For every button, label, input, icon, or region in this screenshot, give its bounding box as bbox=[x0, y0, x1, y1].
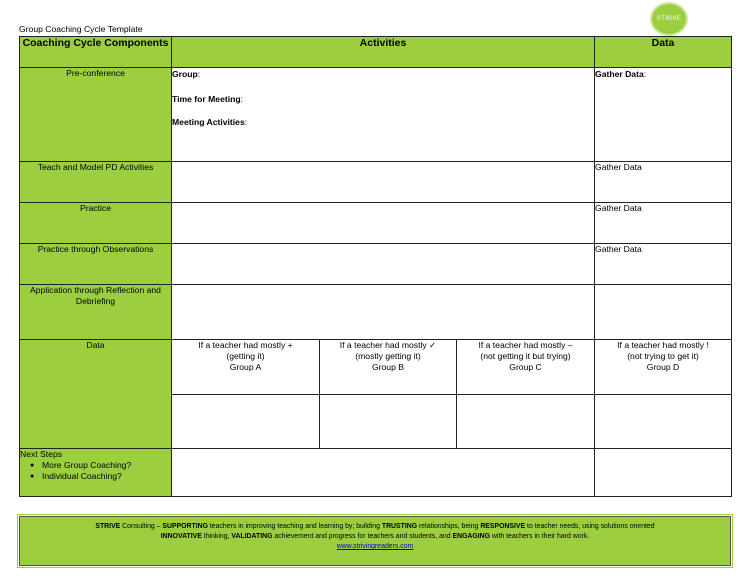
group-a-entry[interactable] bbox=[172, 395, 320, 449]
table-row bbox=[20, 203, 732, 244]
data-row-label: Data bbox=[20, 340, 172, 449]
document-title: Group Coaching Cycle Template bbox=[19, 24, 143, 34]
data-cell[interactable]: Gather Data bbox=[595, 203, 732, 244]
meeting-activities-label: Meeting Activities bbox=[172, 117, 245, 127]
footer-line-1: STRIVE Consulting – SUPPORTING teachers in improving teaching and learning by; building TRUSTING relationships, being RESPONSIVE to teacher needs, using solutions oriented bbox=[95, 523, 655, 530]
list-item: ● More Group Coaching? bbox=[32, 460, 171, 471]
list-item: ● Individual Coaching? bbox=[32, 471, 171, 482]
next-steps-row bbox=[20, 449, 732, 497]
footer-banner bbox=[19, 516, 731, 566]
group-a-cell bbox=[172, 340, 320, 395]
data-groups-row bbox=[20, 340, 732, 395]
coaching-cycle-table bbox=[19, 36, 732, 497]
activities-cell[interactable] bbox=[172, 285, 595, 340]
group-d-cell bbox=[595, 340, 732, 395]
footer-brand: STRIVE bbox=[95, 523, 121, 530]
group-a-line1: If a teacher had mostly + bbox=[198, 340, 293, 350]
row-label: Practice through Observations bbox=[20, 244, 172, 285]
group-d-line3: Group D bbox=[646, 362, 680, 372]
table-row bbox=[20, 244, 732, 285]
next-steps-cell bbox=[20, 449, 172, 497]
preconference-row bbox=[20, 68, 732, 162]
preconference-data[interactable]: Gather Data: bbox=[595, 68, 732, 162]
group-d-entry[interactable] bbox=[595, 395, 732, 449]
group-c-line1: If a teacher had mostly – bbox=[478, 340, 573, 350]
next-steps-list bbox=[20, 460, 171, 482]
footer-link[interactable]: www.strivingreaders.com bbox=[336, 543, 414, 550]
row-label: Practice bbox=[20, 203, 172, 244]
gather-data-label: Gather Data bbox=[595, 69, 644, 79]
group-c-line2: (not getting it but trying) bbox=[480, 351, 571, 361]
data-cell[interactable]: Gather Data bbox=[595, 162, 732, 203]
next-steps-data[interactable] bbox=[595, 449, 732, 497]
group-b-line2: (mostly getting it) bbox=[355, 351, 421, 361]
activities-cell[interactable] bbox=[172, 203, 595, 244]
footer-line-2: INNOVATIVE thinking, VALIDATING achievement and progress for teachers and students, and ENGAGING with teachers in their hard work. bbox=[160, 533, 590, 540]
row-label: Teach and Model PD Activities bbox=[20, 162, 172, 203]
header-row bbox=[20, 37, 732, 68]
preconference-activities[interactable]: Group: Time for Meeting: Meeting Activities: bbox=[172, 68, 595, 162]
table-row bbox=[20, 162, 732, 203]
header-data: Data bbox=[595, 37, 732, 68]
group-a-line2: (getting it) bbox=[226, 351, 265, 361]
group-label: Group bbox=[172, 69, 198, 79]
next-steps-activities[interactable] bbox=[172, 449, 595, 497]
group-c-entry[interactable] bbox=[457, 395, 595, 449]
strive-logo bbox=[650, 2, 688, 36]
group-b-cell bbox=[320, 340, 457, 395]
activities-cell[interactable] bbox=[172, 244, 595, 285]
group-c-line3: Group C bbox=[509, 362, 542, 372]
group-a-line3: Group A bbox=[229, 362, 262, 372]
time-label: Time for Meeting bbox=[172, 94, 241, 104]
group-b-line3: Group B bbox=[371, 362, 404, 372]
next-steps-label: Next Steps bbox=[20, 449, 63, 459]
header-components: Coaching Cycle Components bbox=[20, 37, 172, 68]
data-cell[interactable]: Gather Data bbox=[595, 244, 732, 285]
table-row bbox=[20, 285, 732, 340]
data-cell[interactable] bbox=[595, 285, 732, 340]
group-d-line2: (not trying to get it) bbox=[627, 351, 699, 361]
activities-cell[interactable] bbox=[172, 162, 595, 203]
group-b-entry[interactable] bbox=[320, 395, 457, 449]
preconference-label: Pre-conference bbox=[20, 68, 172, 162]
group-d-line1: If a teacher had mostly ! bbox=[617, 340, 709, 350]
logo-text: STRIVE bbox=[656, 16, 682, 22]
header-activities: Activities bbox=[172, 37, 595, 68]
group-c-cell bbox=[457, 340, 595, 395]
group-b-line1: If a teacher had mostly ✓ bbox=[339, 340, 437, 350]
row-label: Application through Reflection and Debriefing bbox=[20, 285, 172, 340]
